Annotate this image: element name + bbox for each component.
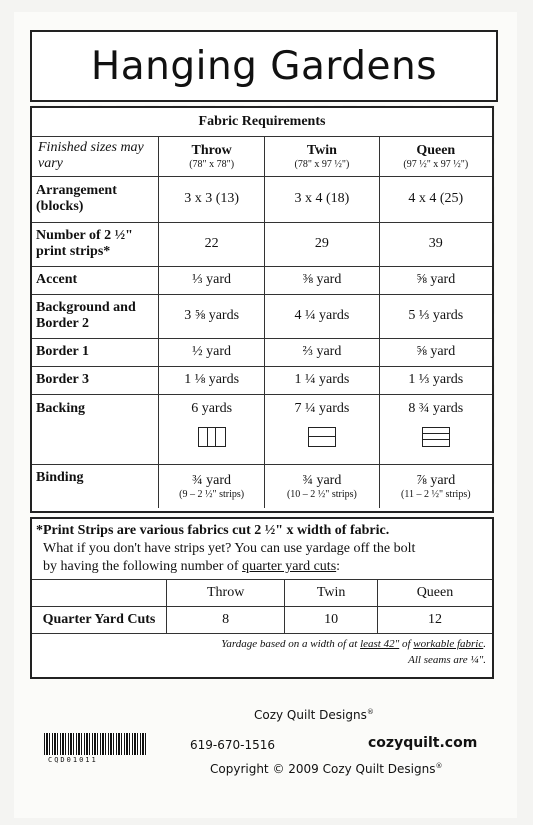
table-row: Quarter Yard Cuts 8 10 12: [32, 607, 492, 634]
strips-text: *Print Strips are various fabrics cut 2 ½" x width of fabric. What if you don't have strips yet? You can use yardage off the bolt by having the following number of quarter yard cuts:: [36, 523, 416, 574]
fabric-heading: Fabric Requirements: [32, 108, 492, 136]
brand-name: Cozy Quilt Designs®: [254, 708, 374, 722]
column-throw: Throw (78" x 78"): [159, 136, 265, 176]
table-row: Border 1 ½ yard ⅔ yard ⅝ yard: [32, 338, 492, 366]
backing-layout-queen-icon: [422, 427, 450, 447]
column-queen: Queen (97 ½" x 97 ½"): [379, 136, 492, 176]
barcode: [44, 733, 148, 755]
fabric-requirements-table: [30, 106, 494, 513]
page-title: Hanging Gardens: [90, 43, 438, 89]
copyright: Copyright © 2009 Cozy Quilt Designs®: [210, 762, 443, 776]
website: cozyquilt.com: [368, 735, 478, 751]
print-strips-section: [30, 517, 494, 679]
phone-number: 619-670-1516: [190, 738, 276, 752]
table-row: Backing 6 yards 7 ¼ yards 8 ¾ yards: [32, 394, 492, 464]
backing-layout-twin-icon: [308, 427, 336, 447]
table-row: Background and Border 2 3 ⅝ yards 4 ¼ yards 5 ⅓ yards: [32, 294, 492, 338]
column-twin: Twin (78" x 97 ½"): [265, 136, 379, 176]
barcode-label: CQD01011: [48, 756, 98, 764]
title-box: [30, 30, 498, 102]
yardage-footnote: Yardage based on a width of at least 42" of workable fabric. All seams are ¼".: [221, 638, 486, 666]
table-row: Binding ¾ yard (9 – 2 ½" strips) ¾ yard (10 – 2 ½" strips) ⅞ yard (11 – 2 ½" strips): [32, 464, 492, 508]
quarter-yard-table: Throw Twin Queen Quarter Yard Cuts 8 10 12: [32, 579, 492, 634]
table-row: Border 3 1 ⅛ yards 1 ¼ yards 1 ⅓ yards: [32, 366, 492, 394]
table-row: Accent ⅓ yard ⅜ yard ⅝ yard: [32, 266, 492, 294]
backing-layout-throw-icon: [198, 427, 226, 447]
table-row: Number of 2 ½" print strips* 22 29 39: [32, 222, 492, 266]
table-row: Arrangement (blocks) 3 x 3 (13) 3 x 4 (18) 4 x 4 (25): [32, 176, 492, 222]
size-note: Finished sizes may vary: [32, 136, 159, 176]
